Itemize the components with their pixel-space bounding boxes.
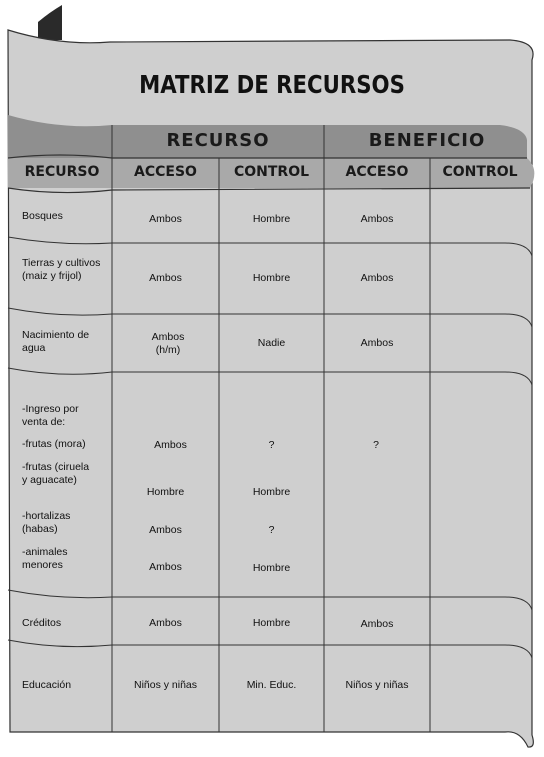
cell-control: Hombre [252, 617, 291, 629]
ingreso-item-label: -hortalizas (habas) [22, 510, 71, 535]
scroll-tab [38, 5, 62, 40]
row-label: Bosques [22, 210, 63, 222]
cell-ben-acceso: Ambos [360, 337, 394, 349]
cell-acceso: Ambos [149, 524, 182, 536]
cell-ben-acceso: Ambos [360, 618, 394, 630]
row-label: Créditos [22, 617, 62, 629]
col-header-ben-control: CONTROL [442, 164, 518, 180]
cell-ben-acceso: Ambos [360, 272, 394, 284]
cell-acceso: Ambos [149, 213, 182, 225]
cell-control: Hombre [252, 272, 291, 284]
cell-control: ? [268, 524, 275, 536]
cell-acceso: Ambos [149, 272, 182, 284]
cell-acceso: Hombre [146, 486, 185, 498]
cell-control: Hombre [252, 213, 291, 225]
cell-control: Hombre [252, 562, 291, 574]
cell-acceso: Ambos [149, 617, 182, 629]
ingreso-intro: -Ingreso por venta de: [22, 403, 79, 428]
cell-control: Hombre [252, 486, 291, 498]
col-header-recurso: RECURSO [24, 164, 100, 180]
row-label: Nacimiento de agua [22, 329, 90, 354]
cell-control: ? [268, 439, 275, 451]
ingreso-item-label: -animales menores [22, 546, 68, 571]
cell-acceso: Ambos [149, 561, 182, 573]
cell-control: Nadie [257, 337, 286, 349]
col-header-ben-acceso: ACCESO [345, 164, 409, 180]
group-header-recurso: RECURSO [166, 130, 270, 151]
cell-acceso: Ambos (h/m) [151, 331, 185, 356]
row-label: Educación [22, 679, 72, 691]
cell-ben-acceso: ? [373, 439, 379, 451]
group-header-beneficio: BENEFICIO [368, 130, 486, 151]
ingreso-item-label: -frutas (mora) [22, 438, 86, 450]
col-header-control: CONTROL [233, 164, 310, 180]
col-header-acceso: ACCESO [134, 164, 197, 180]
cell-control: Min. Educ. [246, 679, 297, 691]
page-title: MATRIZ DE RECURSOS [139, 70, 405, 99]
ingreso-item-label: -frutas (ciruela y aguacate) [22, 461, 90, 486]
cell-acceso: Ambos [154, 439, 187, 451]
cell-acceso: Niños y niñas [133, 679, 198, 691]
cell-ben-acceso: Niños y niñas [345, 679, 409, 691]
row-label: Tierras y cultivos (maiz y frijol) [22, 257, 101, 282]
cell-ben-acceso: Ambos [360, 213, 394, 225]
